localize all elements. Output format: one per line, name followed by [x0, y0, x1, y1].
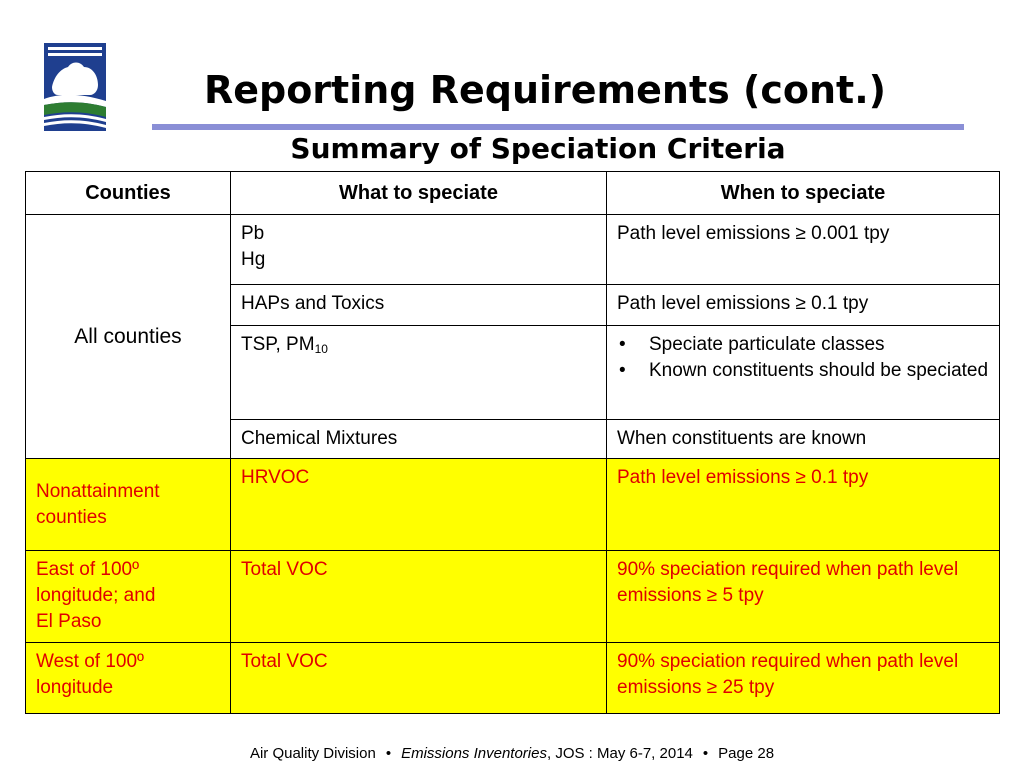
when-cell: Path level emissions ≥ 0.001 tpy: [607, 215, 1000, 285]
what-cell: Total VOC: [231, 551, 607, 643]
county-cell: West of 100º longitude: [26, 643, 231, 714]
table-row-highlight: [26, 551, 1000, 643]
when-cell: Path level emissions ≥ 0.1 tpy: [607, 285, 1000, 326]
header-what: What to speciate: [231, 172, 607, 215]
footer-event-rest: , JOS : May 6-7, 2014: [546, 745, 693, 762]
header-counties: Counties: [26, 172, 231, 215]
what-line: Hg: [241, 249, 266, 270]
table-row: [26, 215, 1000, 285]
table-header-row: [26, 172, 1000, 215]
what-cell: Chemical Mixtures: [231, 420, 607, 459]
slide-footer: [0, 745, 1024, 762]
when-cell: Path level emissions ≥ 0.1 tpy: [607, 459, 1000, 551]
table-row-highlight: [26, 459, 1000, 551]
footer-event-italic: Emissions Inventories: [401, 745, 547, 762]
footer-bullet: •: [385, 745, 392, 762]
footer-page: Page 28: [718, 745, 775, 762]
what-cell: [231, 326, 607, 420]
title-divider: [152, 124, 964, 130]
footer-org: Air Quality Division: [249, 745, 376, 762]
tceq-logo-icon: [44, 43, 106, 131]
county-line: longitude; and: [36, 585, 156, 606]
footer-bullet: •: [702, 745, 709, 762]
county-cell-all: All counties: [26, 215, 231, 459]
slide-title: Reporting Requirements (cont.): [203, 68, 887, 112]
when-cell: 90% speciation required when path level emissions ≥ 25 tpy: [607, 643, 1000, 714]
bullet-item: • Speciate particulate classes: [617, 332, 989, 358]
county-line: East of 100º: [36, 559, 140, 580]
speciation-criteria-table: [25, 171, 1000, 714]
table-row-highlight: [26, 643, 1000, 714]
what-main: TSP, PM: [241, 334, 315, 355]
what-cell: Total VOC: [231, 643, 607, 714]
county-line: El Paso: [36, 611, 102, 632]
what-line: Pb: [241, 223, 265, 244]
slide-subtitle: Summary of Speciation Criteria: [290, 132, 786, 165]
when-cell: [607, 326, 1000, 420]
what-cell: [231, 215, 607, 285]
when-cell: 90% speciation required when path level emissions ≥ 5 tpy: [607, 551, 1000, 643]
what-subscript: 10: [314, 342, 328, 356]
bullet-item: • Known constituents should be speciated: [617, 358, 989, 384]
county-cell: Nonattainment counties: [26, 459, 231, 551]
what-cell: HRVOC: [231, 459, 607, 551]
when-cell: When constituents are known: [607, 420, 1000, 459]
header-when: When to speciate: [607, 172, 1000, 215]
what-cell: HAPs and Toxics: [231, 285, 607, 326]
county-cell: [26, 551, 231, 643]
